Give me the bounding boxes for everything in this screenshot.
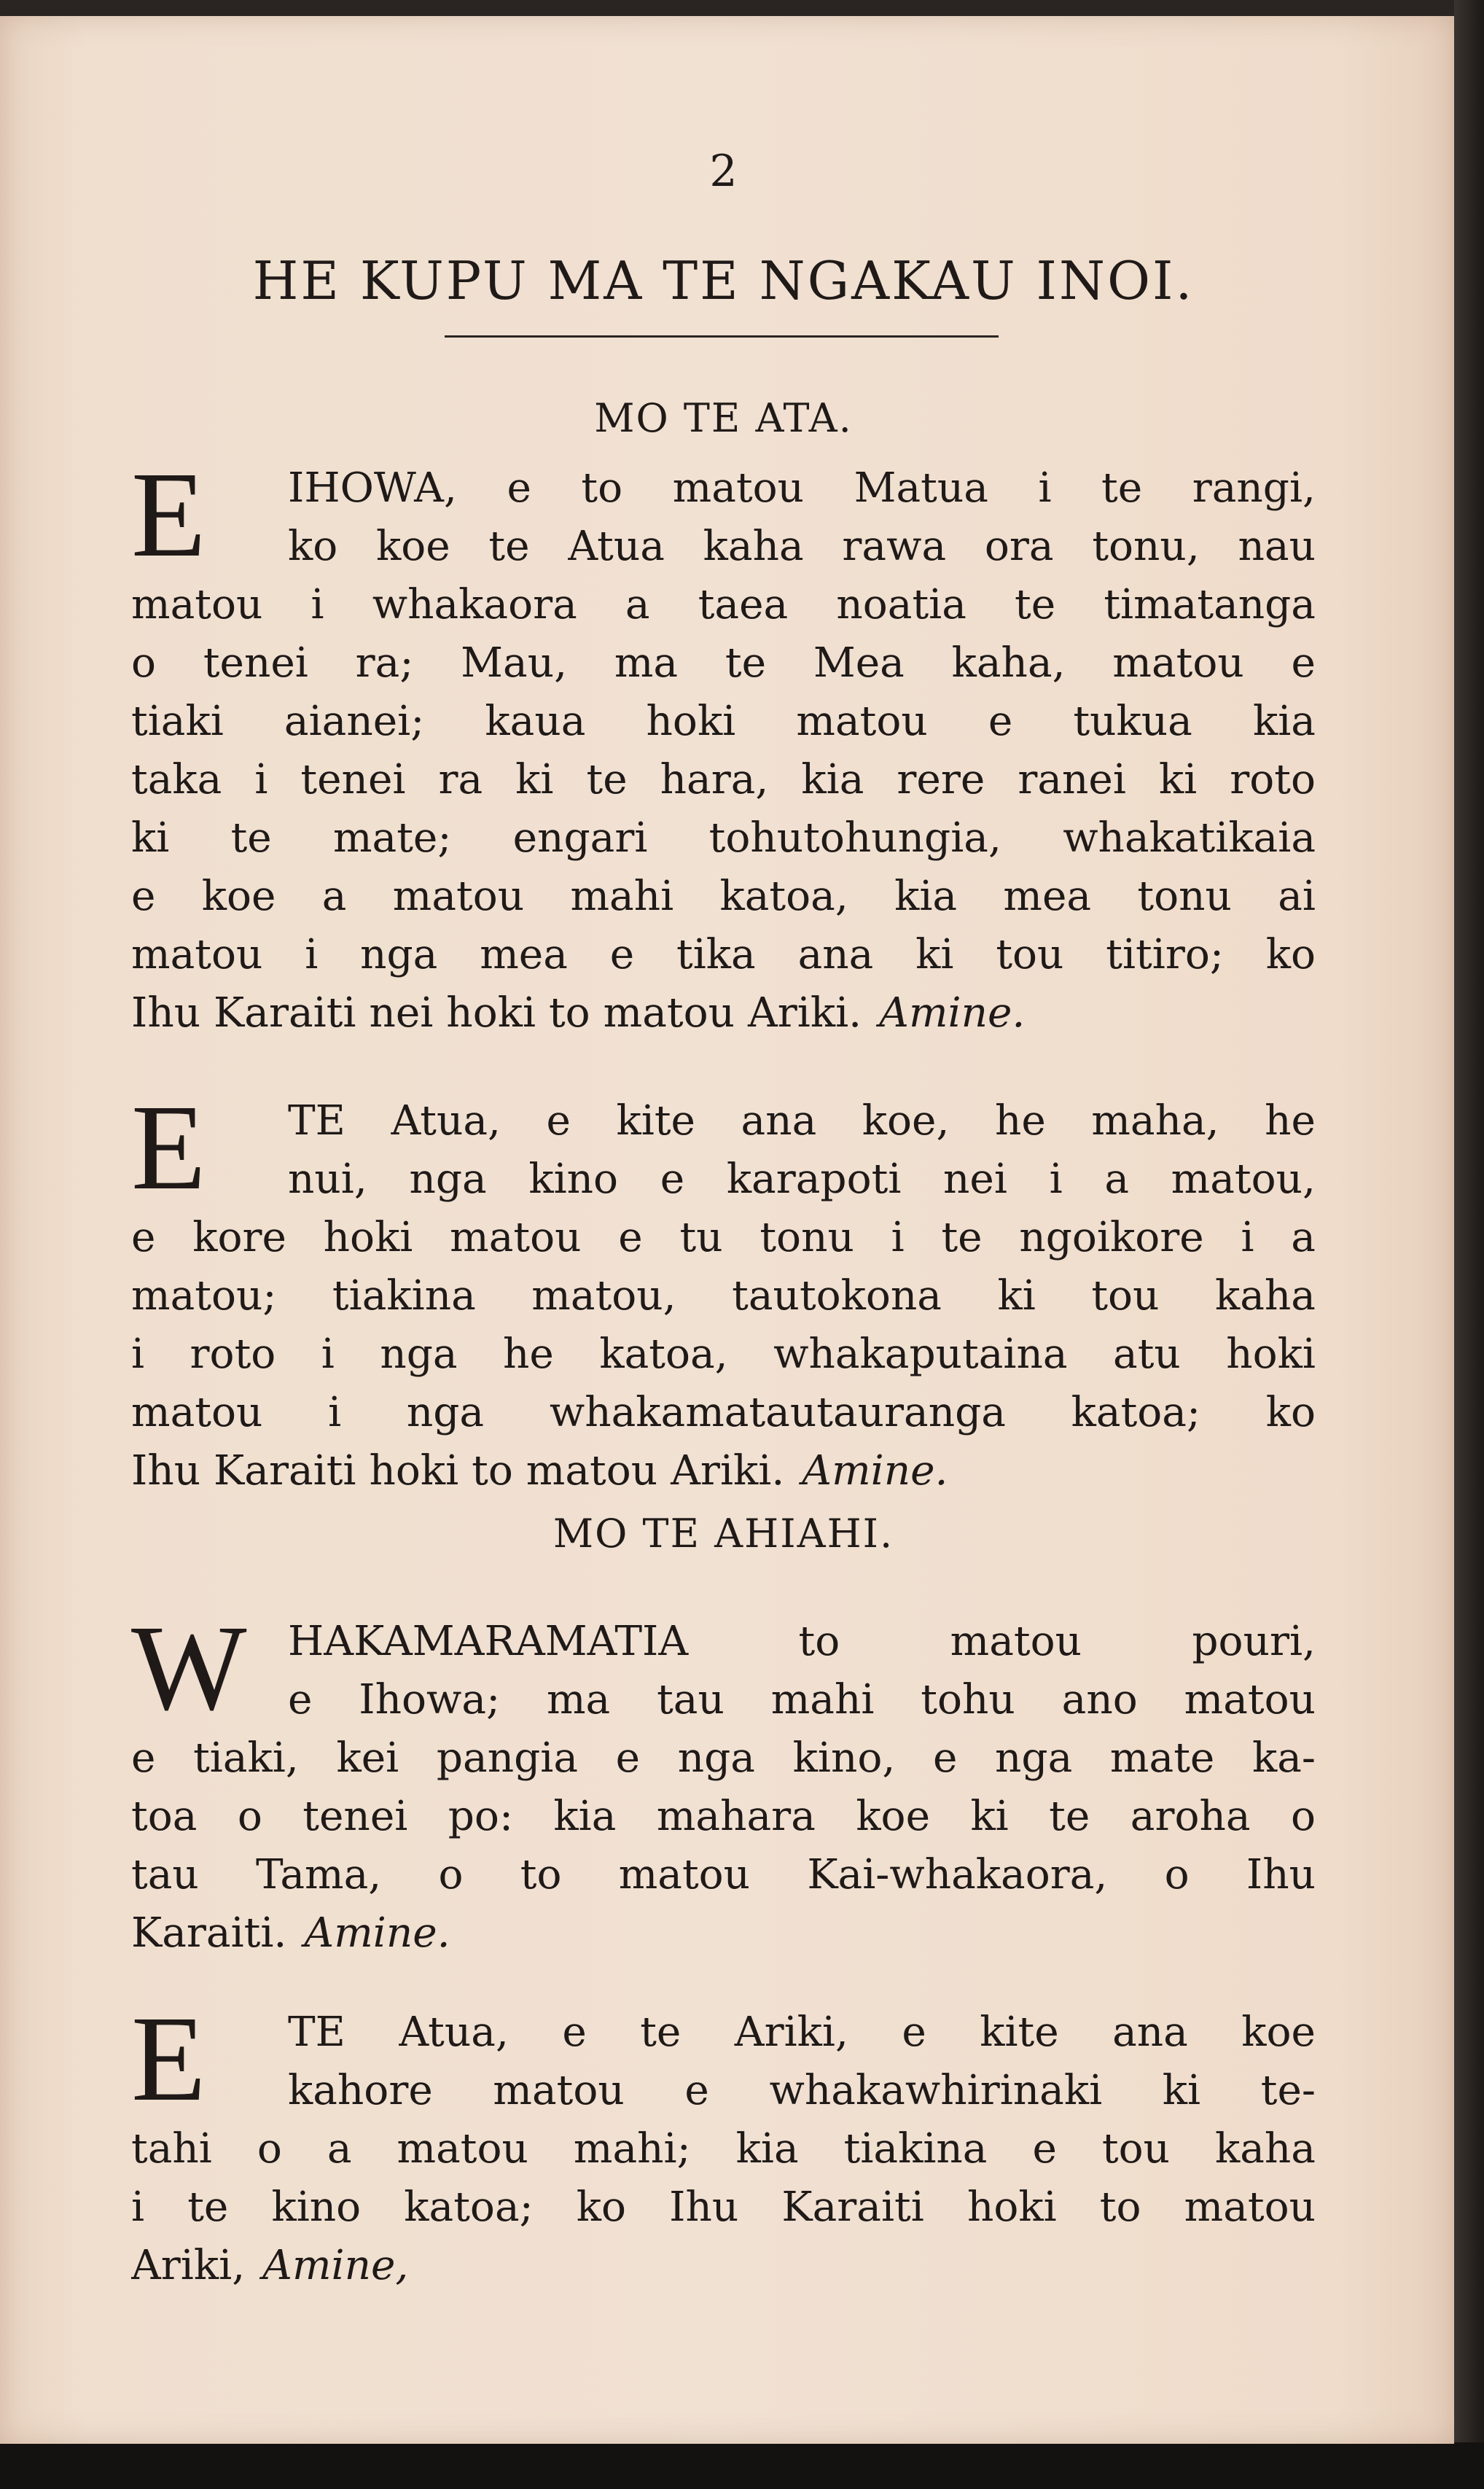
prayer-morning-2 — [131, 1080, 1316, 1500]
prayer-line: e kore hoki matou e tu tonu i te ngoikore i a — [131, 1214, 1316, 1261]
section-heading-morning: MO TE ATA. — [594, 395, 853, 441]
prayer-line: i roto i nga he katoa, whakaputaina atu hoki — [131, 1331, 1316, 1378]
drop-cap: W — [131, 1600, 247, 1736]
page-title: HE KUPU MA TE NGAKAU INOI. — [252, 250, 1195, 311]
prayer-line: ko koe te Atua kaha rawa ora tonu, nau — [288, 523, 1316, 570]
prayer-line: TE Atua, e kite ana koe, he maha, he — [288, 1097, 1316, 1145]
prayer-line: i te kino katoa; ko Ihu Karaiti hoki to matou — [131, 2184, 1316, 2231]
prayer-line: ki te mate; engari tohutohungia, whakatikaia — [131, 814, 1316, 862]
prayer-line: taka i tenei ra ki te hara, kia rere ranei ki roto — [131, 756, 1316, 803]
prayer-line: HAKAMARAMATIA to matou pouri, — [288, 1618, 1316, 1665]
prayer-line: tiaki aianei; kaua hoki matou e tukua kia — [131, 698, 1316, 745]
prayer-line: o tenei ra; Mau, ma te Mea kaha, matou e — [131, 639, 1316, 687]
prayer-line: tau Tama, o to matou Kai-whakaora, o Ihu — [131, 1851, 1316, 1898]
prayer-evening-1 — [131, 1600, 1316, 1963]
prayer-line: matou; tiakina matou, tautokona ki tou kaha — [131, 1272, 1316, 1320]
prayer-line-text: Karaiti. — [131, 1909, 287, 1957]
amen-text: Amine. — [802, 1447, 948, 1495]
amen-text: Amine, — [262, 2242, 409, 2289]
drop-cap: E — [131, 1080, 206, 1215]
drop-cap: E — [131, 447, 206, 583]
title-rule — [445, 335, 999, 338]
prayer-line-text: Ihu Karaiti hoki to matou Ariki. — [131, 1447, 785, 1495]
prayer-evening-2 — [131, 1991, 1316, 2295]
prayer-line: e tiaki, kei pangia e nga kino, e nga mate ka- — [131, 1734, 1316, 1782]
prayer-line: matou i whakaora a taea noatia te timatanga — [131, 581, 1316, 628]
amen-text: Amine. — [304, 1909, 450, 1957]
prayer-line: e Ihowa; ma tau mahi tohu ano matou — [288, 1676, 1316, 1723]
prayer-final-line — [131, 1904, 1316, 1963]
section-heading-evening: MO TE AHIAHI. — [552, 1511, 894, 1557]
prayer-line: nui, nga kino e karapoti nei i a matou, — [288, 1156, 1316, 1203]
prayer-line-text: Ariki, — [131, 2242, 246, 2289]
prayer-line: matou i nga whakamatautauranga katoa; ko — [131, 1389, 1316, 1436]
prayer-line: IHOWA, e to matou Matua i te rangi, — [288, 464, 1316, 512]
prayer-final-line — [131, 2237, 1316, 2295]
prayer-final-line — [131, 1442, 1316, 1500]
book-spine-edge — [1454, 0, 1484, 2489]
scan-bottom-edge — [0, 2442, 1484, 2489]
page-number: 2 — [709, 146, 738, 197]
drop-cap: E — [131, 1991, 206, 2127]
prayer-line-text: Ihu Karaiti nei hoki to matou Ariki. — [131, 989, 862, 1037]
prayer-line: toa o tenei po: kia mahara koe ki te aroha o — [131, 1793, 1316, 1840]
prayer-final-line — [131, 984, 1316, 1043]
prayer-line: kahore matou e whakawhirinaki ki te- — [288, 2067, 1316, 2114]
prayer-line: matou i nga mea e tika ana ki tou titiro; ko — [131, 931, 1316, 978]
amen-text: Amine. — [879, 989, 1026, 1037]
book-page — [0, 16, 1454, 2444]
prayer-line: e koe a matou mahi katoa, kia mea tonu ai — [131, 873, 1316, 920]
prayer-line: TE Atua, e te Ariki, e kite ana koe — [288, 2009, 1316, 2056]
prayer-line: tahi o a matou mahi; kia tiakina e tou kaha — [131, 2125, 1316, 2173]
prayer-morning-1 — [131, 447, 1316, 1043]
